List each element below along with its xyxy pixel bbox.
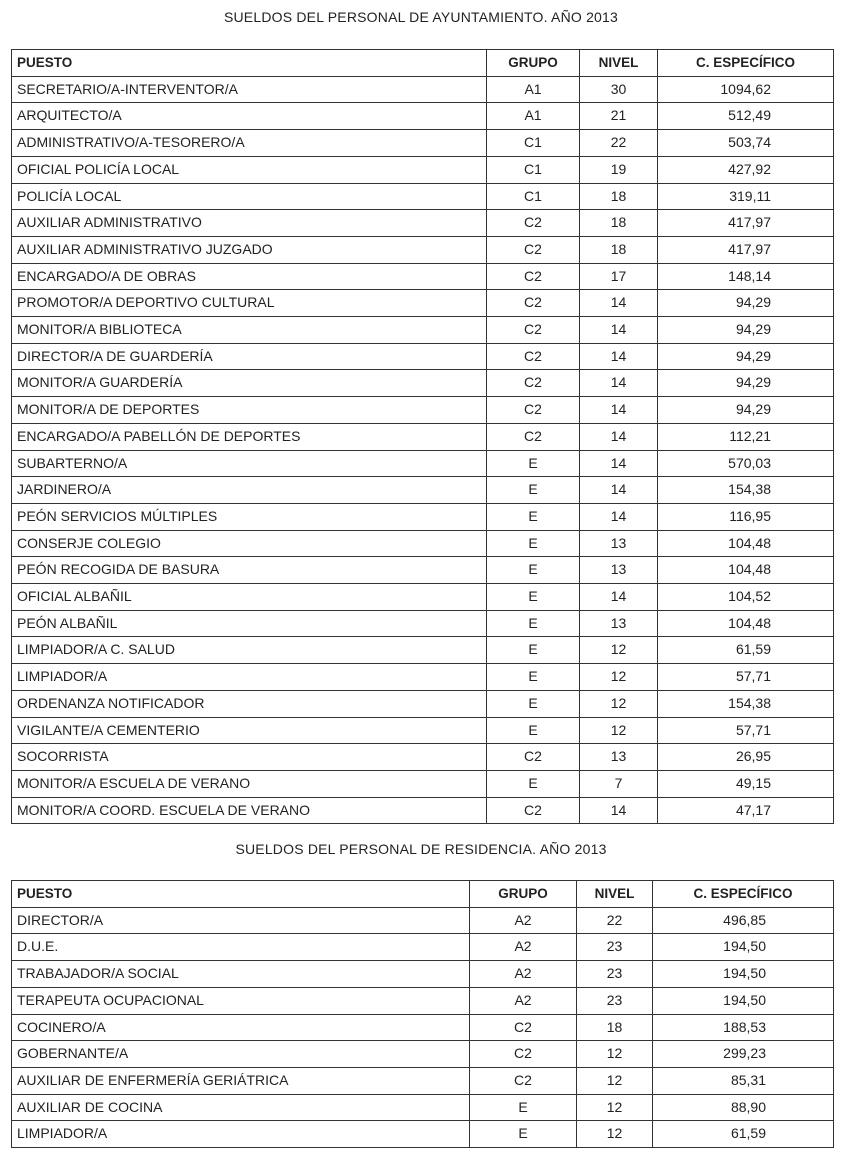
table-row — [12, 961, 834, 988]
cell-puesto: MONITOR/A ESCUELA DE VERANO — [12, 770, 487, 797]
table-row — [12, 610, 834, 637]
cell-puesto: MONITOR/A BIBLIOTECA — [12, 317, 487, 344]
table-row — [12, 76, 834, 103]
ayuntamiento-title: SUELDOS DEL PERSONAL DE AYUNTAMIENTO. AÑO 2013 — [223, 9, 619, 25]
cell-nivel: 12 — [577, 1121, 653, 1148]
cell-c-especifico: 570,03 — [658, 450, 834, 477]
cell-grupo: C2 — [487, 797, 580, 824]
cell-puesto: GOBERNANTE/A — [12, 1041, 470, 1068]
cell-nivel: 12 — [577, 1094, 653, 1121]
cell-grupo: E — [487, 770, 580, 797]
cell-c-especifico: 194,50 — [653, 961, 834, 988]
table-row — [12, 1041, 834, 1068]
cell-grupo: C2 — [487, 370, 580, 397]
cell-c-especifico: 94,29 — [658, 317, 834, 344]
cell-grupo: C2 — [470, 1014, 577, 1041]
cell-grupo: A2 — [470, 987, 577, 1014]
cell-nivel: 22 — [580, 130, 658, 157]
residencia-salary-table — [11, 880, 834, 1148]
cell-c-especifico: 194,50 — [653, 934, 834, 961]
residencia-title: SUELDOS DEL PERSONAL DE RESIDENCIA. AÑO 2013 — [235, 841, 607, 857]
table-row — [12, 987, 834, 1014]
cell-c-especifico: 154,38 — [658, 477, 834, 504]
table-row — [12, 236, 834, 263]
cell-grupo: C2 — [487, 210, 580, 237]
cell-c-especifico: 112,21 — [658, 423, 834, 450]
cell-c-especifico: 417,97 — [658, 210, 834, 237]
cell-grupo: E — [470, 1094, 577, 1121]
cell-nivel: 14 — [580, 317, 658, 344]
cell-nivel: 7 — [580, 770, 658, 797]
cell-nivel: 23 — [577, 961, 653, 988]
header-nivel: NIVEL — [580, 50, 658, 77]
cell-nivel: 14 — [580, 290, 658, 317]
cell-c-especifico: 94,29 — [658, 343, 834, 370]
table-row — [12, 183, 834, 210]
cell-c-especifico: 104,48 — [658, 530, 834, 557]
cell-puesto: COCINERO/A — [12, 1014, 470, 1041]
cell-c-especifico: 26,95 — [658, 744, 834, 771]
cell-grupo: C2 — [487, 263, 580, 290]
cell-puesto: ORDENANZA NOTIFICADOR — [12, 690, 487, 717]
cell-c-especifico: 47,17 — [658, 797, 834, 824]
cell-nivel: 14 — [580, 397, 658, 424]
cell-puesto: PROMOTOR/A DEPORTIVO CULTURAL — [12, 290, 487, 317]
ayuntamiento-salary-table — [11, 49, 834, 824]
cell-grupo: C2 — [487, 317, 580, 344]
table-row — [12, 397, 834, 424]
cell-puesto: PEÓN ALBAÑIL — [12, 610, 487, 637]
cell-nivel: 23 — [577, 987, 653, 1014]
cell-c-especifico: 104,48 — [658, 557, 834, 584]
table-row — [12, 156, 834, 183]
table-row — [12, 584, 834, 611]
table-row — [12, 1014, 834, 1041]
cell-c-especifico: 148,14 — [658, 263, 834, 290]
cell-nivel: 12 — [577, 1067, 653, 1094]
cell-c-especifico: 94,29 — [658, 290, 834, 317]
cell-c-especifico: 61,59 — [658, 637, 834, 664]
cell-nivel: 13 — [580, 530, 658, 557]
cell-puesto: LIMPIADOR/A — [12, 664, 487, 691]
cell-grupo: C1 — [487, 156, 580, 183]
cell-grupo: E — [487, 557, 580, 584]
header-c-especifico: C. ESPECÍFICO — [653, 881, 834, 908]
cell-grupo: C2 — [487, 744, 580, 771]
table-row — [12, 1067, 834, 1094]
cell-c-especifico: 1094,62 — [658, 76, 834, 103]
table-row — [12, 103, 834, 130]
cell-puesto: SOCORRISTA — [12, 744, 487, 771]
header-puesto: PUESTO — [12, 881, 470, 908]
cell-grupo: C2 — [487, 397, 580, 424]
cell-nivel: 12 — [580, 664, 658, 691]
cell-c-especifico: 319,11 — [658, 183, 834, 210]
cell-c-especifico: 57,71 — [658, 717, 834, 744]
header-c-especifico: C. ESPECÍFICO — [658, 50, 834, 77]
cell-grupo: A2 — [470, 961, 577, 988]
table-row — [12, 317, 834, 344]
cell-puesto: ENCARGADO/A DE OBRAS — [12, 263, 487, 290]
cell-puesto: AUXILIAR ADMINISTRATIVO JUZGADO — [12, 236, 487, 263]
cell-c-especifico: 503,74 — [658, 130, 834, 157]
cell-nivel: 17 — [580, 263, 658, 290]
table-row — [12, 130, 834, 157]
cell-grupo: E — [487, 450, 580, 477]
table-row — [12, 263, 834, 290]
cell-puesto: OFICIAL ALBAÑIL — [12, 584, 487, 611]
cell-nivel: 21 — [580, 103, 658, 130]
header-puesto: PUESTO — [12, 50, 487, 77]
cell-grupo: E — [487, 637, 580, 664]
table-row — [12, 290, 834, 317]
cell-c-especifico: 94,29 — [658, 370, 834, 397]
cell-puesto: LIMPIADOR/A — [12, 1121, 470, 1148]
cell-grupo: A2 — [470, 934, 577, 961]
table-row — [12, 210, 834, 237]
cell-nivel: 30 — [580, 76, 658, 103]
cell-nivel: 14 — [580, 584, 658, 611]
cell-nivel: 14 — [580, 450, 658, 477]
table-row — [12, 1121, 834, 1148]
table-row — [12, 934, 834, 961]
cell-grupo: E — [470, 1121, 577, 1148]
table-row — [12, 503, 834, 530]
cell-grupo: E — [487, 717, 580, 744]
cell-puesto: AUXILIAR DE ENFERMERÍA GERIÁTRICA — [12, 1067, 470, 1094]
cell-nivel: 23 — [577, 934, 653, 961]
cell-puesto: DIRECTOR/A DE GUARDERÍA — [12, 343, 487, 370]
cell-nivel: 14 — [580, 423, 658, 450]
cell-c-especifico: 85,31 — [653, 1067, 834, 1094]
cell-puesto: VIGILANTE/A CEMENTERIO — [12, 717, 487, 744]
table-row — [12, 370, 834, 397]
table-row — [12, 690, 834, 717]
table-row — [12, 637, 834, 664]
table-row — [12, 797, 834, 824]
table-header-row — [12, 50, 834, 77]
header-grupo: GRUPO — [470, 881, 577, 908]
cell-grupo: C2 — [470, 1041, 577, 1068]
cell-grupo: C2 — [487, 290, 580, 317]
cell-c-especifico: 154,38 — [658, 690, 834, 717]
cell-grupo: E — [487, 530, 580, 557]
cell-nivel: 14 — [580, 503, 658, 530]
cell-c-especifico: 496,85 — [653, 907, 834, 934]
cell-nivel: 12 — [580, 690, 658, 717]
cell-c-especifico: 417,97 — [658, 236, 834, 263]
cell-nivel: 19 — [580, 156, 658, 183]
cell-nivel: 12 — [577, 1041, 653, 1068]
cell-c-especifico: 299,23 — [653, 1041, 834, 1068]
table-row — [12, 907, 834, 934]
cell-nivel: 18 — [580, 210, 658, 237]
cell-puesto: MONITOR/A DE DEPORTES — [12, 397, 487, 424]
cell-puesto: ARQUITECTO/A — [12, 103, 487, 130]
cell-puesto: TERAPEUTA OCUPACIONAL — [12, 987, 470, 1014]
cell-nivel: 18 — [580, 236, 658, 263]
cell-nivel: 18 — [580, 183, 658, 210]
cell-grupo: E — [487, 584, 580, 611]
cell-nivel: 14 — [580, 343, 658, 370]
table-row — [12, 664, 834, 691]
cell-grupo: E — [487, 664, 580, 691]
cell-c-especifico: 104,48 — [658, 610, 834, 637]
cell-nivel: 14 — [580, 370, 658, 397]
table-row — [12, 1094, 834, 1121]
cell-puesto: MONITOR/A GUARDERÍA — [12, 370, 487, 397]
cell-puesto: JARDINERO/A — [12, 477, 487, 504]
cell-grupo: C1 — [487, 183, 580, 210]
cell-puesto: LIMPIADOR/A C. SALUD — [12, 637, 487, 664]
cell-puesto: ENCARGADO/A PABELLÓN DE DEPORTES — [12, 423, 487, 450]
cell-puesto: D.U.E. — [12, 934, 470, 961]
cell-c-especifico: 512,49 — [658, 103, 834, 130]
cell-nivel: 13 — [580, 557, 658, 584]
cell-nivel: 18 — [577, 1014, 653, 1041]
cell-c-especifico: 116,95 — [658, 503, 834, 530]
table-row — [12, 423, 834, 450]
cell-puesto: SUBARTERNO/A — [12, 450, 487, 477]
cell-puesto: AUXILIAR DE COCINA — [12, 1094, 470, 1121]
cell-grupo: A1 — [487, 76, 580, 103]
cell-puesto: SECRETARIO/A-INTERVENTOR/A — [12, 76, 487, 103]
table-row — [12, 343, 834, 370]
table-row — [12, 744, 834, 771]
table-row — [12, 450, 834, 477]
cell-puesto: PEÓN SERVICIOS MÚLTIPLES — [12, 503, 487, 530]
cell-puesto: ADMINISTRATIVO/A-TESORERO/A — [12, 130, 487, 157]
cell-puesto: AUXILIAR ADMINISTRATIVO — [12, 210, 487, 237]
cell-c-especifico: 49,15 — [658, 770, 834, 797]
cell-grupo: E — [487, 690, 580, 717]
cell-nivel: 14 — [580, 477, 658, 504]
cell-c-especifico: 194,50 — [653, 987, 834, 1014]
cell-puesto: MONITOR/A COORD. ESCUELA DE VERANO — [12, 797, 487, 824]
cell-nivel: 13 — [580, 610, 658, 637]
cell-puesto: TRABAJADOR/A SOCIAL — [12, 961, 470, 988]
cell-grupo: A2 — [470, 907, 577, 934]
cell-c-especifico: 94,29 — [658, 397, 834, 424]
table-row — [12, 530, 834, 557]
cell-nivel: 12 — [580, 637, 658, 664]
table-row — [12, 770, 834, 797]
cell-grupo: E — [487, 610, 580, 637]
table-row — [12, 717, 834, 744]
cell-c-especifico: 427,92 — [658, 156, 834, 183]
cell-puesto: POLICÍA LOCAL — [12, 183, 487, 210]
cell-nivel: 13 — [580, 744, 658, 771]
cell-grupo: C2 — [487, 343, 580, 370]
cell-grupo: C1 — [487, 130, 580, 157]
cell-c-especifico: 104,52 — [658, 584, 834, 611]
header-nivel: NIVEL — [577, 881, 653, 908]
cell-grupo: A1 — [487, 103, 580, 130]
table-header-row — [12, 881, 834, 908]
cell-nivel: 22 — [577, 907, 653, 934]
cell-grupo: E — [487, 503, 580, 530]
cell-grupo: C2 — [487, 423, 580, 450]
cell-grupo: C2 — [470, 1067, 577, 1094]
cell-grupo: C2 — [487, 236, 580, 263]
cell-c-especifico: 88,90 — [653, 1094, 834, 1121]
table-row — [12, 477, 834, 504]
cell-c-especifico: 188,53 — [653, 1014, 834, 1041]
cell-puesto: DIRECTOR/A — [12, 907, 470, 934]
cell-puesto: OFICIAL POLICÍA LOCAL — [12, 156, 487, 183]
cell-puesto: CONSERJE COLEGIO — [12, 530, 487, 557]
cell-c-especifico: 61,59 — [653, 1121, 834, 1148]
cell-grupo: E — [487, 477, 580, 504]
header-grupo: GRUPO — [487, 50, 580, 77]
table-row — [12, 557, 834, 584]
cell-nivel: 14 — [580, 797, 658, 824]
cell-puesto: PEÓN RECOGIDA DE BASURA — [12, 557, 487, 584]
cell-c-especifico: 57,71 — [658, 664, 834, 691]
cell-nivel: 12 — [580, 717, 658, 744]
